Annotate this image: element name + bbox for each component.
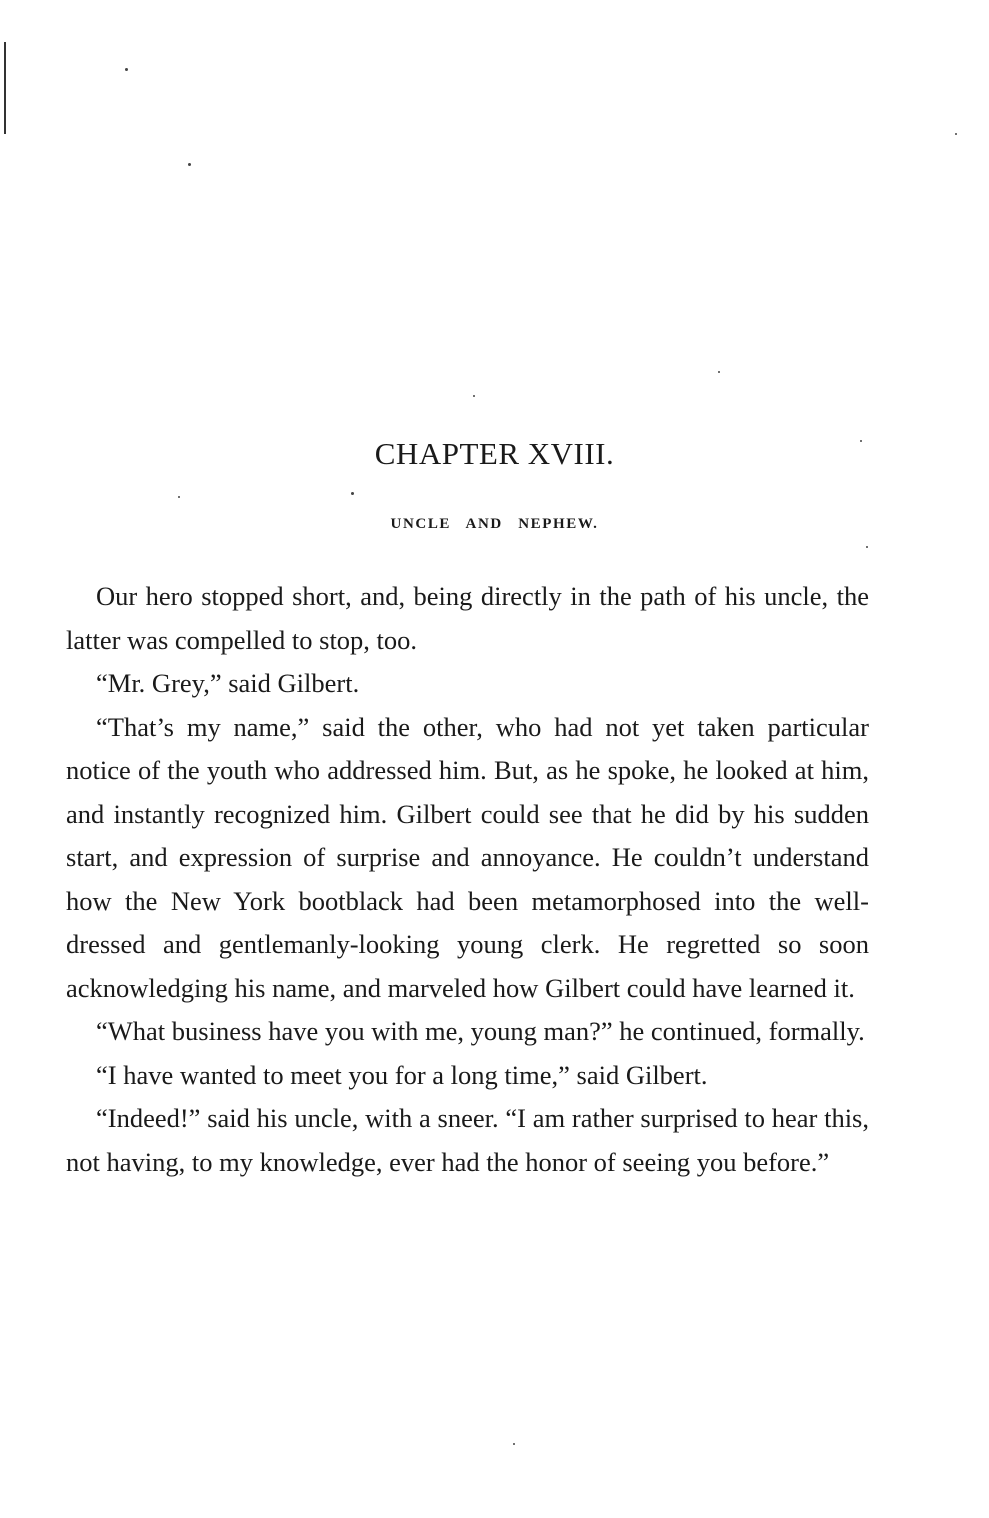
paragraph: “That’s my name,” said the other, who had not yet taken particular notice of the youth who addressed him. But, as he spoke, he looked at him, and instantly recognized him. Gilbert could see that he did by his sudden start, and expression of surprise and annoyance. He couldn’t understand how the New York bootblack had been metamorphosed into the well-dressed and gentlemanly-looking young clerk. He regretted so soon acknowledging his name, and marveled how Gilbert could have learned it. xyxy=(66,711,869,1003)
scan-speck xyxy=(351,492,354,495)
scan-binding-edge xyxy=(4,42,6,134)
paragraph: “Mr. Grey,” said Gilbert. xyxy=(96,668,360,698)
chapter-body xyxy=(66,575,869,1184)
scan-speck xyxy=(955,133,957,135)
paragraph: Our hero stopped short, and, being directly in the path of his uncle, the latter was compelled to stop, too. xyxy=(66,581,869,655)
scan-speck xyxy=(513,1443,515,1445)
scan-speck xyxy=(178,496,180,498)
scan-speck xyxy=(125,68,128,71)
scan-speck xyxy=(866,546,868,548)
paragraph: “Indeed!” said his uncle, with a sneer. “I am rather surprised to hear this, not having, to my knowledge, ever had the honor of seeing you before.” xyxy=(66,1103,869,1177)
chapter-subtitle: UNCLE AND NEPHEW. xyxy=(390,516,599,532)
scan-speck xyxy=(188,163,191,166)
chapter-title: CHAPTER XVIII. xyxy=(374,436,615,471)
paragraph: “What business have you with me, young man?” he continued, formally. xyxy=(96,1016,865,1046)
scan-speck xyxy=(718,371,720,373)
paragraph: “I have wanted to meet you for a long time,” said Gilbert. xyxy=(96,1059,708,1090)
scan-speck xyxy=(473,395,475,397)
